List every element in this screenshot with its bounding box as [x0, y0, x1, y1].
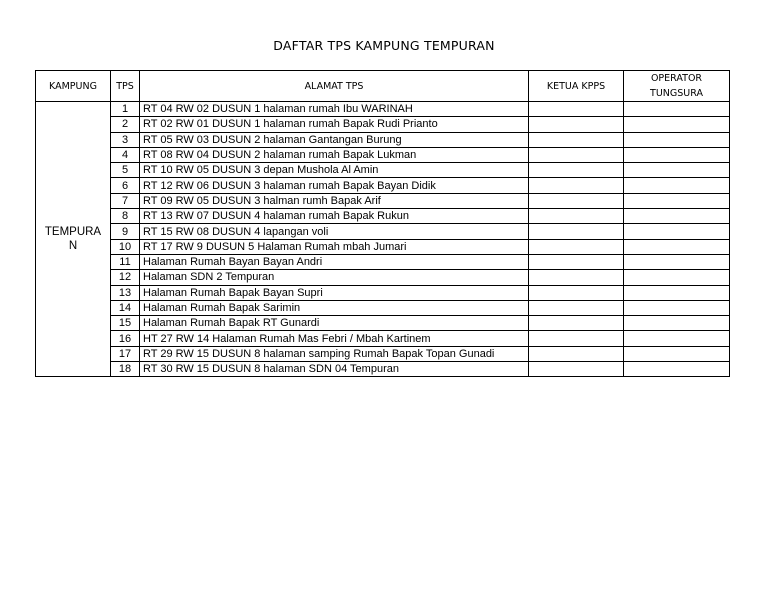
- table-row: [36, 239, 730, 254]
- kampung-name-line2: N: [68, 240, 78, 253]
- table-row: [36, 209, 730, 224]
- ketua-kpps-cell: [529, 270, 624, 285]
- table-row: [36, 300, 730, 315]
- operator-cell: [624, 117, 730, 132]
- tps-number-cell: 4: [111, 147, 140, 162]
- header-operator-line1: OPERATOR: [650, 73, 703, 84]
- operator-cell: [624, 254, 730, 269]
- ketua-kpps-cell: [529, 331, 624, 346]
- table-row: [36, 362, 730, 377]
- tps-number-cell: 14: [111, 300, 140, 315]
- ketua-kpps-cell: [529, 147, 624, 162]
- alamat-cell: Halaman SDN 2 Tempuran: [140, 270, 529, 285]
- ketua-kpps-cell: [529, 346, 624, 361]
- ketua-kpps-cell: [529, 102, 624, 117]
- alamat-cell: RT 15 RW 08 DUSUN 4 lapangan voli: [140, 224, 529, 239]
- ketua-kpps-cell: [529, 163, 624, 178]
- ketua-kpps-cell: [529, 209, 624, 224]
- operator-cell: [624, 346, 730, 361]
- table-row: [36, 224, 730, 239]
- alamat-cell: RT 05 RW 03 DUSUN 2 halaman Gantangan Burung: [140, 132, 529, 147]
- ketua-kpps-cell: [529, 132, 624, 147]
- operator-cell: [624, 316, 730, 331]
- operator-cell: [624, 239, 730, 254]
- table-row: [36, 178, 730, 193]
- table-row: [36, 316, 730, 331]
- tps-number-cell: 3: [111, 132, 140, 147]
- alamat-cell: Halaman Rumah Bapak RT Gunardi: [140, 316, 529, 331]
- table-row: [36, 193, 730, 208]
- operator-cell: [624, 224, 730, 239]
- table-body: [36, 102, 730, 377]
- table-row: [36, 102, 730, 117]
- alamat-cell: RT 12 RW 06 DUSUN 3 halaman rumah Bapak Bayan Didik: [140, 178, 529, 193]
- ketua-kpps-cell: [529, 254, 624, 269]
- operator-cell: [624, 193, 730, 208]
- alamat-cell: Halaman Rumah Bapak Sarimin: [140, 300, 529, 315]
- operator-cell: [624, 300, 730, 315]
- tps-number-cell: 7: [111, 193, 140, 208]
- operator-cell: [624, 285, 730, 300]
- table-row: [36, 147, 730, 162]
- table-row: [36, 270, 730, 285]
- operator-cell: [624, 331, 730, 346]
- header-kampung: KAMPUNG: [36, 71, 111, 102]
- operator-cell: [624, 178, 730, 193]
- ketua-kpps-cell: [529, 224, 624, 239]
- tps-number-cell: 12: [111, 270, 140, 285]
- ketua-kpps-cell: [529, 178, 624, 193]
- tps-table: [35, 70, 730, 377]
- alamat-cell: RT 10 RW 05 DUSUN 3 depan Mushola Al Amin: [140, 163, 529, 178]
- alamat-cell: RT 02 RW 01 DUSUN 1 halaman rumah Bapak Rudi Prianto: [140, 117, 529, 132]
- alamat-cell: RT 13 RW 07 DUSUN 4 halaman rumah Bapak Rukun: [140, 209, 529, 224]
- tps-number-cell: 10: [111, 239, 140, 254]
- ketua-kpps-cell: [529, 316, 624, 331]
- ketua-kpps-cell: [529, 117, 624, 132]
- alamat-cell: RT 08 RW 04 DUSUN 2 halaman rumah Bapak Lukman: [140, 147, 529, 162]
- table-row: [36, 346, 730, 361]
- kampung-cell: [36, 102, 111, 377]
- table-header-row: [36, 71, 730, 102]
- operator-cell: [624, 132, 730, 147]
- tps-number-cell: 6: [111, 178, 140, 193]
- alamat-cell: RT 04 RW 02 DUSUN 1 halaman rumah Ibu WARINAH: [140, 102, 529, 117]
- header-operator-line2: TUNGSURA: [650, 88, 703, 99]
- tps-number-cell: 1: [111, 102, 140, 117]
- operator-cell: [624, 102, 730, 117]
- ketua-kpps-cell: [529, 239, 624, 254]
- operator-cell: [624, 270, 730, 285]
- ketua-kpps-cell: [529, 285, 624, 300]
- kampung-name-line1: TEMPURA: [44, 226, 102, 239]
- tps-number-cell: 11: [111, 254, 140, 269]
- tps-number-cell: 16: [111, 331, 140, 346]
- operator-cell: [624, 163, 730, 178]
- ketua-kpps-cell: [529, 362, 624, 377]
- table-row: [36, 132, 730, 147]
- operator-cell: [624, 362, 730, 377]
- header-alamat: ALAMAT TPS: [140, 71, 529, 102]
- operator-cell: [624, 147, 730, 162]
- header-tps: TPS: [111, 71, 140, 102]
- ketua-kpps-cell: [529, 300, 624, 315]
- table-row: [36, 331, 730, 346]
- tps-number-cell: 15: [111, 316, 140, 331]
- tps-number-cell: 8: [111, 209, 140, 224]
- table-row: [36, 117, 730, 132]
- tps-number-cell: 5: [111, 163, 140, 178]
- header-operator: [624, 71, 730, 102]
- tps-number-cell: 17: [111, 346, 140, 361]
- ketua-kpps-cell: [529, 193, 624, 208]
- table-row: [36, 254, 730, 269]
- page-title: DAFTAR TPS KAMPUNG TEMPURAN: [273, 38, 495, 53]
- tps-number-cell: 9: [111, 224, 140, 239]
- alamat-cell: RT 30 RW 15 DUSUN 8 halaman SDN 04 Tempuran: [140, 362, 529, 377]
- alamat-cell: RT 17 RW 9 DUSUN 5 Halaman Rumah mbah Jumari: [140, 239, 529, 254]
- table-row: [36, 285, 730, 300]
- alamat-cell: RT 29 RW 15 DUSUN 8 halaman samping Rumah Bapak Topan Gunadi: [140, 346, 529, 361]
- alamat-cell: RT 09 RW 05 DUSUN 3 halman rumh Bapak Arif: [140, 193, 529, 208]
- operator-cell: [624, 209, 730, 224]
- tps-number-cell: 18: [111, 362, 140, 377]
- alamat-cell: HT 27 RW 14 Halaman Rumah Mas Febri / Mbah Kartinem: [140, 331, 529, 346]
- header-ketua-kpps: KETUA KPPS: [529, 71, 624, 102]
- table-row: [36, 163, 730, 178]
- tps-number-cell: 2: [111, 117, 140, 132]
- tps-number-cell: 13: [111, 285, 140, 300]
- alamat-cell: Halaman Rumah Bayan Bayan Andri: [140, 254, 529, 269]
- alamat-cell: Halaman Rumah Bapak Bayan Supri: [140, 285, 529, 300]
